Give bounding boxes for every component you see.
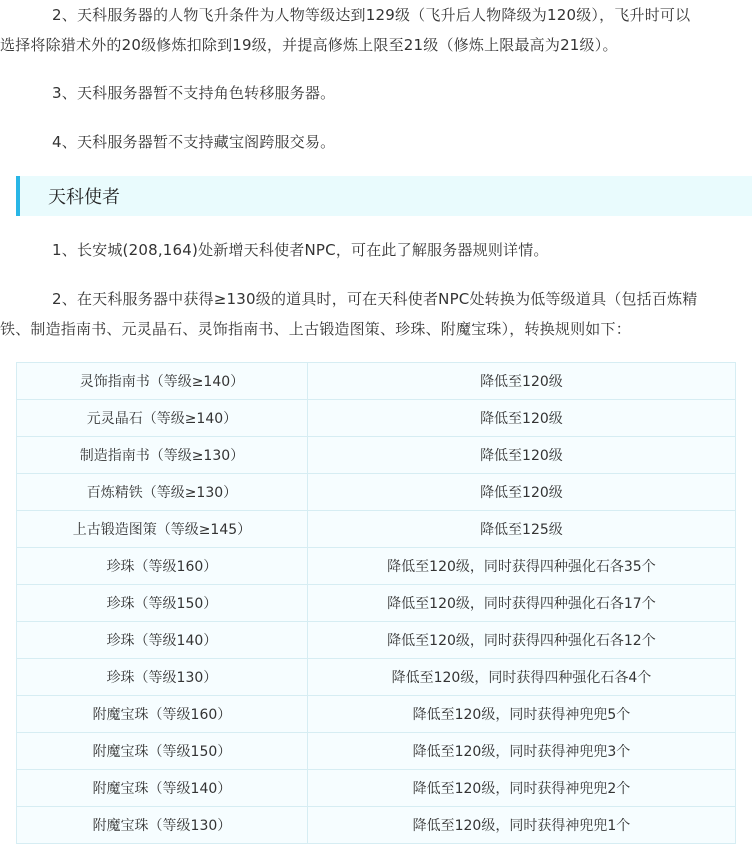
paragraph-npc-location: 1、长安城(208,164)处新增天科使者NPC，可在此了解服务器规则详情。 [52, 241, 549, 259]
rule-cell: 降低至120级，同时获得神兜兜3个 [307, 733, 735, 770]
conversion-rules-table [16, 362, 736, 844]
table-body [17, 363, 736, 844]
paragraph-line: 选择将除猎术外的20级修炼扣除到19级，并提高修炼上限至21级（修炼上限最高为21级）。 [0, 36, 618, 54]
rule-cell: 降低至125级 [307, 511, 735, 548]
table-row [17, 770, 736, 807]
item-cell: 上古锻造图策（等级≥145） [17, 511, 308, 548]
rule-cell: 降低至120级，同时获得四种强化石各17个 [307, 585, 735, 622]
table-row [17, 363, 736, 400]
item-cell: 灵饰指南书（等级≥140） [17, 363, 308, 400]
rule-cell: 降低至120级，同时获得四种强化石各4个 [307, 659, 735, 696]
item-cell: 制造指南书（等级≥130） [17, 437, 308, 474]
paragraph-level-rules [16, 0, 752, 30]
item-cell: 附魔宝珠（等级150） [17, 733, 308, 770]
table-row [17, 474, 736, 511]
item-cell: 附魔宝珠（等级140） [17, 770, 308, 807]
rule-cell: 降低至120级，同时获得神兜兜5个 [307, 696, 735, 733]
item-cell: 元灵晶石（等级≥140） [17, 400, 308, 437]
item-cell: 珍珠（等级130） [17, 659, 308, 696]
paragraph-no-transfer: 3、天科服务器暂不支持角色转移服务器。 [52, 84, 336, 102]
rule-cell: 降低至120级 [307, 437, 735, 474]
table-row [17, 400, 736, 437]
table-row [17, 696, 736, 733]
paragraph-line-continued [0, 314, 752, 344]
paragraph-line-continued [0, 30, 752, 60]
item-cell: 附魔宝珠（等级130） [17, 807, 308, 844]
paragraph-line: 2、天科服务器的人物飞升条件为人物等级达到129级（飞升后人物降级为120级），飞升时可以 [52, 6, 691, 24]
rule-cell: 降低至120级，同时获得四种强化石各35个 [307, 548, 735, 585]
table-row [17, 807, 736, 844]
rule-cell: 降低至120级 [307, 400, 735, 437]
table-row [17, 437, 736, 474]
table-row [17, 548, 736, 585]
rule-cell: 降低至120级 [307, 363, 735, 400]
item-cell: 珍珠（等级150） [17, 585, 308, 622]
rule-cell: 降低至120级 [307, 474, 735, 511]
rule-cell: 降低至120级，同时获得神兜兜2个 [307, 770, 735, 807]
paragraph-no-cross-trade: 4、天科服务器暂不支持藏宝阁跨服交易。 [52, 133, 336, 151]
table-row [17, 659, 736, 696]
table-row [17, 585, 736, 622]
table-row [17, 511, 736, 548]
item-cell: 百炼精铁（等级≥130） [17, 474, 308, 511]
table-row [17, 622, 736, 659]
table-row [17, 733, 736, 770]
paragraph-conversion-intro [16, 284, 752, 314]
item-cell: 珍珠（等级140） [17, 622, 308, 659]
item-cell: 珍珠（等级160） [17, 548, 308, 585]
paragraph-line: 铁、制造指南书、元灵晶石、灵饰指南书、上古锻造图策、珍珠、附魔宝珠），转换规则如下： [0, 320, 631, 338]
item-cell: 附魔宝珠（等级160） [17, 696, 308, 733]
section-header [16, 176, 752, 216]
rule-cell: 降低至120级，同时获得四种强化石各12个 [307, 622, 735, 659]
rule-cell: 降低至120级，同时获得神兜兜1个 [307, 807, 735, 844]
section-title: 天科使者 [48, 187, 120, 208]
paragraph-line: 2、在天科服务器中获得≥130级的道具时，可在天科使者NPC处转换为低等级道具（包括百炼精 [52, 290, 698, 308]
